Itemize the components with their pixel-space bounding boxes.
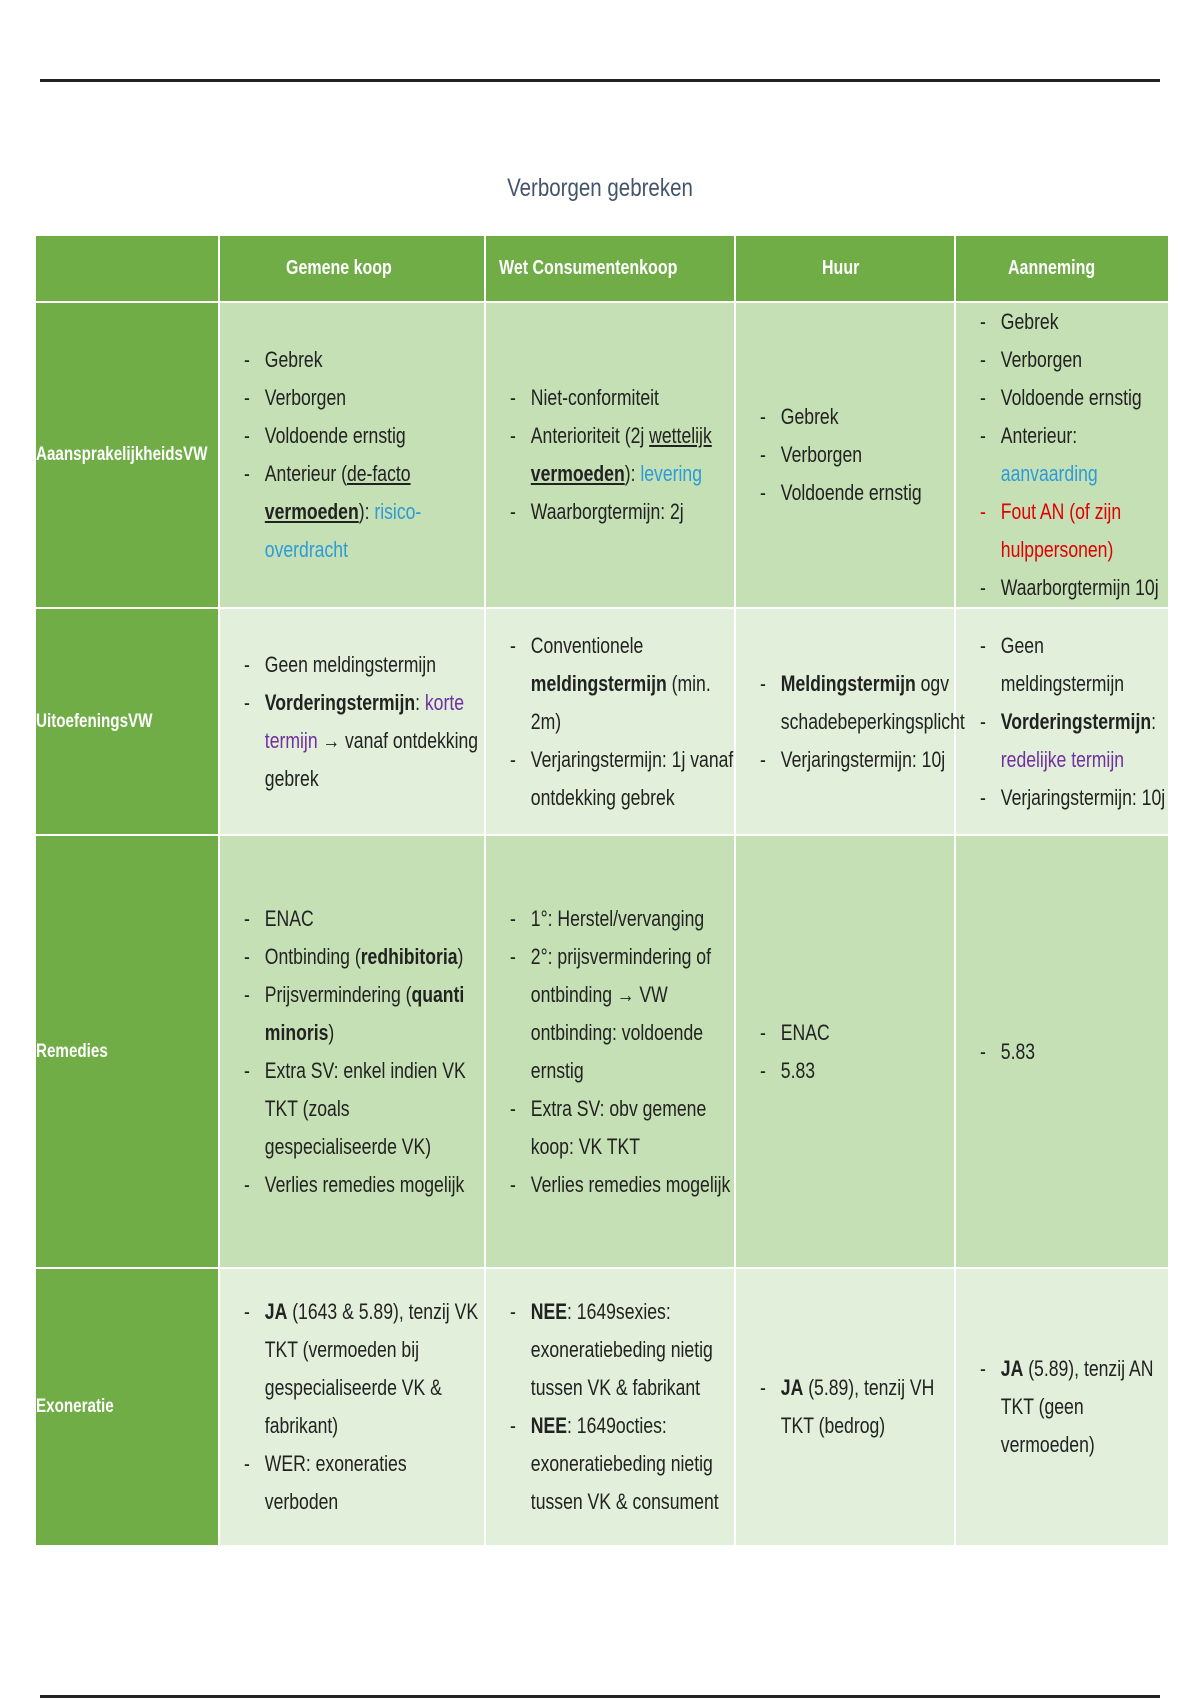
- list-item: [244, 417, 484, 455]
- column-header-label: Aanneming: [1007, 257, 1095, 279]
- table-row: [35, 302, 1169, 608]
- text-run: 1°: Herstel/vervanging: [530, 905, 705, 931]
- list-item: [980, 1033, 1168, 1071]
- row-header-label: Remedies: [36, 1040, 108, 1062]
- list-item: [244, 976, 484, 1052]
- table-cell: [485, 1268, 735, 1546]
- text-run: (1643 & 5.89), tenzij VK TKT (vermoeden bij gespecialiseerde VK & fabrikant): [264, 1299, 479, 1438]
- column-header-label: Huur: [821, 257, 859, 279]
- row-header-label: AaansprakelijkheidsVW: [36, 444, 208, 465]
- text-run: Voldoende ernstig: [1000, 385, 1142, 410]
- bullet-list: [736, 665, 965, 779]
- list-item: [510, 1166, 734, 1204]
- column-header: [485, 235, 735, 302]
- table-cell: [219, 302, 485, 608]
- list-item: [980, 303, 1168, 341]
- list-item: [980, 417, 1168, 493]
- list-item: [510, 1407, 734, 1521]
- column-header: [735, 235, 955, 302]
- text-run: Ontbinding (: [264, 943, 361, 969]
- text-run: : 1649octies: exoneratiebeding nietig tussen VK & consument: [530, 1413, 719, 1514]
- bullet-list: [486, 900, 734, 1204]
- list-item: [244, 1052, 484, 1166]
- text-run: meldingstermijn: [530, 670, 667, 696]
- top-rule: [40, 79, 1160, 82]
- list-item: [244, 1166, 484, 1204]
- list-item: [760, 398, 954, 436]
- list-item: [760, 474, 954, 512]
- table-cell: [219, 608, 485, 835]
- text-run: :: [1151, 708, 1156, 734]
- row-header: [35, 302, 219, 608]
- text-run: Voldoende ernstig: [780, 480, 922, 505]
- row-header-label: UitoefeningsVW: [36, 710, 153, 732]
- text-run: Verlies remedies mogelijk: [264, 1171, 465, 1197]
- list-item: [510, 900, 734, 938]
- text-run: quanti minoris: [264, 981, 465, 1045]
- list-item: [244, 646, 484, 684]
- list-item: [244, 900, 484, 938]
- text-run: :: [415, 689, 425, 715]
- table-cell: [735, 1268, 955, 1546]
- list-item: [510, 1090, 734, 1166]
- corner-cell: [35, 235, 219, 302]
- table-cell: [735, 835, 955, 1268]
- text-run: ENAC: [264, 905, 314, 931]
- list-item: [760, 1369, 954, 1445]
- bullet-list: [486, 379, 734, 531]
- header-row: [35, 235, 1169, 302]
- text-run: JA: [1000, 1356, 1024, 1381]
- text-run: 5.83: [780, 1057, 816, 1083]
- list-item: [510, 627, 734, 741]
- bullet-list: [220, 646, 484, 798]
- list-item: [244, 1445, 484, 1521]
- list-item: [510, 741, 734, 817]
- text-run: Verborgen: [1000, 347, 1083, 372]
- bullet-list: [220, 900, 484, 1204]
- text-run: Niet-conformiteit: [530, 385, 659, 410]
- text-run: → vanaf ontdekking gebrek: [264, 727, 479, 791]
- list-item: [980, 379, 1168, 417]
- row-header-label: Exoneratie: [36, 1396, 114, 1417]
- text-run: aanvaarding: [1000, 461, 1098, 486]
- table-cell: [955, 1268, 1169, 1546]
- bullet-list: [956, 303, 1168, 607]
- bullet-list: [956, 1350, 1168, 1464]
- text-run: NEE: [530, 1299, 567, 1324]
- table-cell: [485, 302, 735, 608]
- list-item: [760, 741, 954, 779]
- row-header: [35, 1268, 219, 1546]
- text-run: JA: [780, 1375, 804, 1400]
- bottom-rule: [40, 1695, 1160, 1698]
- text-run: 2°: prijsvermindering of ontbinding → VW ontbinding: voldoende ernstig: [530, 943, 711, 1083]
- text-run: (min. 2m): [530, 670, 711, 734]
- list-item: [760, 665, 965, 741]
- text-run: vermoeden: [530, 461, 625, 486]
- list-item: [244, 379, 484, 417]
- text-run: Anterioriteit (2j: [530, 423, 650, 448]
- text-run: ): [328, 1019, 335, 1045]
- column-header: [219, 235, 485, 302]
- list-item: [760, 1014, 954, 1052]
- text-run: Gebrek: [264, 347, 323, 372]
- list-item: [510, 379, 734, 417]
- text-run: Gebrek: [1000, 309, 1059, 334]
- text-run: de-facto: [346, 461, 411, 486]
- bullet-list: [956, 627, 1168, 817]
- table-cell: [955, 608, 1169, 835]
- text-run: 5.83: [1000, 1038, 1036, 1064]
- text-run: ): [457, 943, 464, 969]
- text-run: Meldingstermijn: [780, 670, 916, 696]
- list-item: [980, 779, 1168, 817]
- text-run: ):: [358, 499, 375, 524]
- text-run: risico-overdracht: [264, 499, 422, 562]
- bullet-list: [736, 1014, 954, 1090]
- list-item: [980, 1350, 1168, 1464]
- comparison-table: [34, 234, 1170, 1547]
- table-cell: [955, 835, 1169, 1268]
- bullet-list: [486, 1293, 734, 1521]
- text-run: : 1649sexies: exoneratiebeding nietig tussen VK & fabrikant: [530, 1299, 713, 1400]
- text-run: Conventionele: [530, 632, 644, 658]
- list-item: [244, 684, 484, 798]
- table-cell: [955, 302, 1169, 608]
- list-item: [510, 1293, 734, 1407]
- table-cell: [219, 835, 485, 1268]
- list-item: [244, 1293, 484, 1445]
- list-item: [980, 493, 1168, 569]
- table-row: [35, 1268, 1169, 1546]
- row-header: [35, 835, 219, 1268]
- list-item: [244, 938, 484, 976]
- bullet-list: [486, 627, 734, 817]
- list-item: [510, 493, 734, 531]
- text-run: korte termijn: [264, 689, 465, 753]
- page-title: Verborgen gebreken: [507, 174, 693, 202]
- list-item: [510, 938, 734, 1090]
- bullet-list: [736, 398, 954, 512]
- text-run: Voldoende ernstig: [264, 423, 406, 448]
- text-run: Anterieur (: [264, 461, 347, 486]
- text-run: Prijsvermindering (: [264, 981, 412, 1007]
- bullet-list: [220, 1293, 484, 1521]
- list-item: [980, 341, 1168, 379]
- text-run: wettelijk: [649, 423, 712, 448]
- text-run: Gebrek: [780, 404, 839, 429]
- text-run: JA: [264, 1299, 288, 1324]
- bullet-list: [220, 341, 484, 569]
- text-run: Geen meldingstermijn: [1000, 632, 1125, 696]
- text-run: Fout AN (of zijn hulppersonen): [1000, 499, 1122, 562]
- text-run: Verjaringstermijn: 10j: [1000, 784, 1166, 810]
- column-header: [955, 235, 1169, 302]
- text-run: Verborgen: [264, 385, 347, 410]
- text-run: ogv schadebeperkingsplicht: [780, 670, 965, 734]
- text-run: (5.89), tenzij VH TKT (bedrog): [780, 1375, 935, 1438]
- table-row: [35, 608, 1169, 835]
- table-cell: [735, 608, 965, 835]
- text-run: ):: [624, 461, 641, 486]
- list-item: [980, 569, 1168, 607]
- column-header-label: Wet Consumentenkoop: [498, 257, 677, 279]
- list-item: [510, 417, 734, 493]
- table-row: [35, 835, 1169, 1268]
- text-run: Verjaringstermijn: 10j: [780, 746, 946, 772]
- text-run: Waarborgtermijn 10j: [1000, 575, 1159, 600]
- list-item: [760, 1052, 954, 1090]
- text-run: Anterieur:: [1000, 423, 1078, 448]
- text-run: Extra SV: enkel indien VK TKT (zoals gespecialiseerde VK): [264, 1057, 466, 1159]
- text-run: Extra SV: obv gemene koop: VK TKT: [530, 1095, 707, 1159]
- row-header: [35, 608, 219, 835]
- text-run: NEE: [530, 1413, 567, 1438]
- text-run: ENAC: [780, 1019, 830, 1045]
- list-item: [244, 455, 484, 569]
- list-item: [980, 703, 1168, 779]
- table-cell: [219, 1268, 485, 1546]
- list-item: [980, 627, 1168, 703]
- text-run: Verlies remedies mogelijk: [530, 1171, 731, 1197]
- column-header-label: Gemene koop: [285, 257, 392, 279]
- text-run: Verborgen: [780, 442, 863, 467]
- text-run: WER: exoneraties verboden: [264, 1451, 407, 1514]
- table-cell: [735, 302, 955, 608]
- table-cell: [485, 835, 735, 1268]
- bullet-list: [956, 1033, 1168, 1071]
- list-item: [244, 341, 484, 379]
- text-run: Vorderingstermijn: [264, 689, 416, 715]
- text-run: levering: [640, 461, 702, 486]
- text-run: Geen meldingstermijn: [264, 651, 436, 677]
- text-run: Vorderingstermijn: [1000, 708, 1152, 734]
- text-run: Waarborgtermijn: 2j: [530, 499, 684, 524]
- text-run: redelijke termijn: [1000, 746, 1125, 772]
- text-run: redhibitoria: [360, 943, 458, 969]
- text-run: (5.89), tenzij AN TKT (geen vermoeden): [1000, 1356, 1154, 1457]
- text-run: vermoeden: [264, 499, 359, 524]
- table-cell: [485, 608, 735, 835]
- bullet-list: [736, 1369, 954, 1445]
- list-item: [760, 436, 954, 474]
- text-run: Verjaringstermijn: 1j vanaf ontdekking gebrek: [530, 746, 734, 810]
